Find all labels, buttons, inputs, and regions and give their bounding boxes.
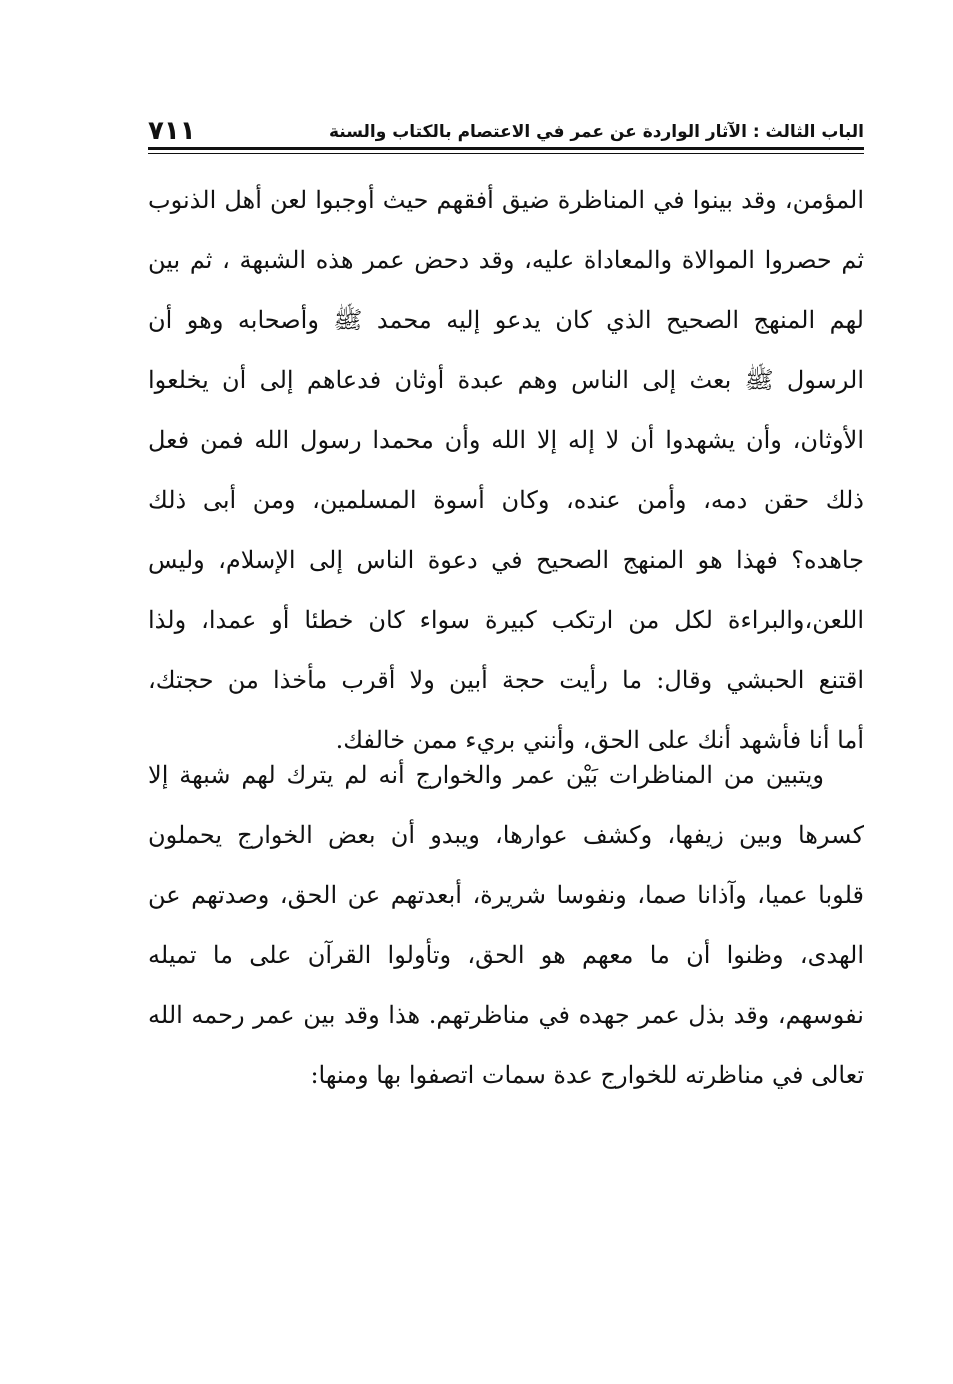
text-line: الرسول ﷺ بعث إلى الناس وهم عبدة أوثان فدعاهم إلى أن يخلعوا (148, 366, 864, 394)
text-line: نفوسهم، وقد بذل عمر جهده في مناظرتهم. هذا وقد بين عمر رحمه الله (148, 1001, 864, 1029)
header-rule-thick (148, 147, 864, 150)
text-line: ويتبين من المناظرات بَيْن عمر والخوارج أنه لم يترك لهم شبهة إلا (148, 761, 824, 789)
running-title: الباب الثالث : الآثار الواردة عن عمر في الاعتصام بالكتاب والسنة (328, 122, 864, 142)
text-line: اللعن،والبراءة لكل من ارتكب كبيرة سواء كان خطئا أو عمدا، ولذا (148, 606, 864, 634)
text-line: ثم حصروا الموالاة والمعاداة عليه، وقد دحض عمر هذه الشبهة ، ثم بين (148, 246, 864, 274)
text-line: لهم المنهج الصحيح الذي كان يدعو إليه محمد ﷺ وأصحابه وهو أن (148, 306, 864, 334)
text-line: اقتنع الحبشي وقال: ما رأيت حجة أبين ولا أقرب مأخذا من حجتك، (148, 666, 864, 694)
page-number: ٧١١ (148, 116, 196, 146)
paragraph-1 (148, 170, 864, 770)
text-line: جاهده؟ فهذا هو المنهج الصحيح في دعوة الناس إلى الإسلام، وليس (148, 546, 864, 574)
text-line: تعالى في مناظرته للخوارج عدة سمات اتصفوا بها ومنها: (310, 1061, 864, 1089)
text-line: الهدى، وظنوا أن ما معهم هو الحق، وتأولوا القرآن على ما تميله (148, 941, 864, 969)
text-line: قلوبا عميا، وآذانا صما، ونفوسا شريرة، أبعدتهم عن الحق، وصدتهم عن (148, 881, 864, 909)
header-rule-thin (148, 153, 864, 154)
text-line: الأوثان، وأن يشهدوا أن لا إله إلا الله وأن محمدا رسول الله فمن فعل (148, 426, 864, 454)
text-line: كسرها وبين زيفها، وكشف عوارها، ويبدو أن بعض الخوارج يحملون (148, 821, 864, 849)
text-line: أما أنا فأشهد أنك على الحق، وأنني بريء ممن خالفك. (335, 726, 864, 754)
text-line: المؤمن، وقد بينوا في المناظرة ضيق أفقهم حيث أوجبوا لعن أهل الذنوب (148, 186, 864, 214)
page-header (148, 108, 864, 144)
paragraph-2 (148, 745, 864, 1105)
text-line: ذلك حقن دمه، وأمن عنده، وكان أسوة المسلمين، ومن أبى ذلك (148, 486, 864, 514)
